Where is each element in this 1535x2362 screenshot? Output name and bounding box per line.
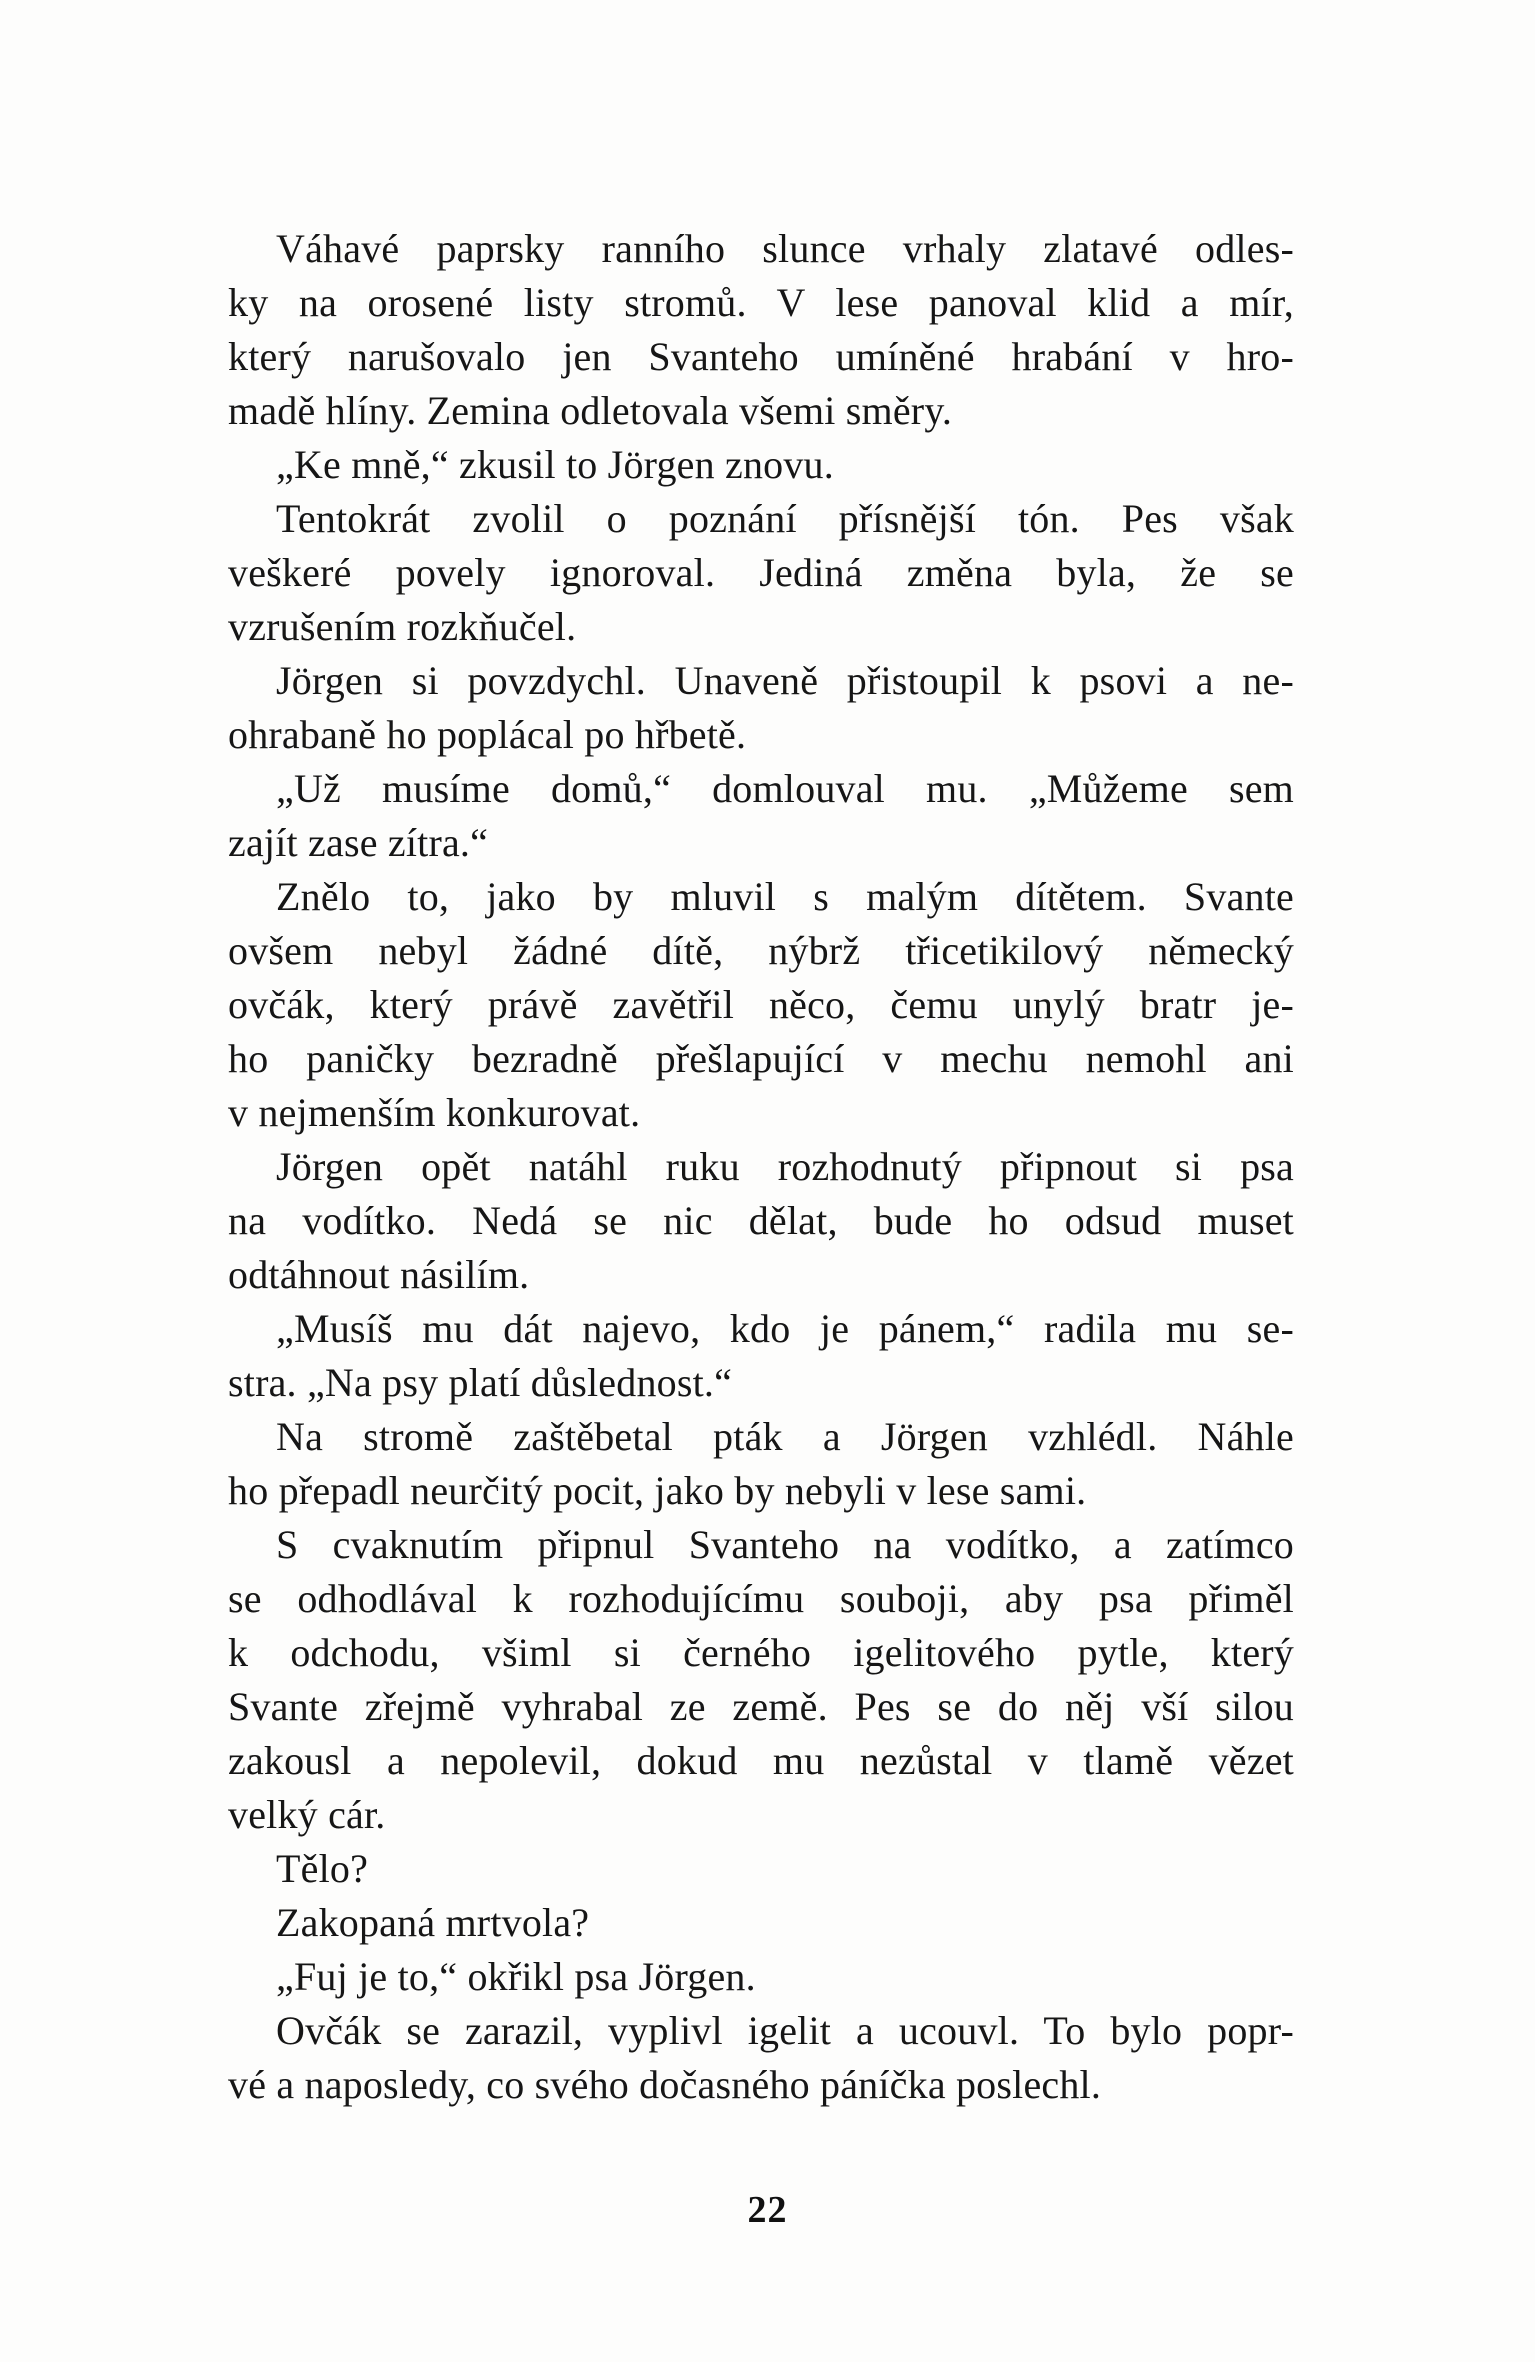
text-line: ho přepadl neurčitý pocit, jako by nebyli v lese sami. — [228, 1468, 1087, 1513]
text-line: Váhavé paprsky ranního slunce vrhaly zlatavé odles- — [276, 226, 1294, 271]
text-line: Svante zřejmě vyhrabal ze země. Pes se do něj vší silou — [228, 1684, 1294, 1729]
text-line: ovšem nebyl žádné dítě, nýbrž třicetikilový německý — [228, 928, 1294, 973]
text-line: Jörgen si povzdychl. Unaveně přistoupil k psovi a ne- — [276, 658, 1294, 703]
text-line: v nejmenším konkurovat. — [228, 1090, 641, 1135]
text-line: vzrušením rozkňučel. — [228, 604, 577, 649]
text-line: stra. „Na psy platí důslednost.“ — [228, 1360, 733, 1405]
text-line: Znělo to, jako by mluvil s malým dítětem. Svante — [276, 874, 1294, 919]
text-line: Ovčák se zarazil, vyplivl igelit a ucouvl. To bylo popr- — [276, 2008, 1294, 2053]
text-line: ho paničky bezradně přešlapující v mechu nemohl ani — [228, 1036, 1294, 1081]
text-line: „Už musíme domů,“ domlouval mu. „Můžeme sem — [276, 766, 1294, 811]
text-line: k odchodu, všiml si černého igelitového pytle, který — [228, 1630, 1294, 1675]
text-line: ovčák, který právě zavětřil něco, čemu unylý bratr je- — [228, 982, 1294, 1027]
text-line: zajít zase zítra.“ — [228, 820, 489, 865]
text-line: vé a naposledy, co svého dočasného páníčka poslechl. — [228, 2062, 1102, 2107]
text-line: veškeré povely ignoroval. Jediná změna byla, že se — [228, 550, 1294, 595]
text-line: Jörgen opět natáhl ruku rozhodnutý připnout si psa — [276, 1144, 1294, 1189]
page-number: 22 — [747, 2189, 788, 2231]
text-line: madě hlíny. Zemina odletovala všemi směry. — [228, 388, 953, 433]
text-line: Zakopaná mrtvola? — [276, 1900, 590, 1945]
text-line: který narušovalo jen Svanteho umíněné hrabání v hro- — [228, 334, 1294, 379]
text-line: ky na orosené listy stromů. V lese panoval klid a mír, — [228, 280, 1294, 325]
text-line: velký cár. — [228, 1792, 386, 1837]
text-line: zakousl a nepolevil, dokud mu nezůstal v tlamě vězet — [228, 1738, 1294, 1783]
text-block — [228, 222, 1294, 2112]
text-line: „Ke mně,“ zkusil to Jörgen znovu. — [276, 442, 834, 487]
text-line: „Musíš mu dát najevo, kdo je pánem,“ radila mu se- — [276, 1306, 1294, 1351]
text-line: ohrabaně ho poplácal po hřbetě. — [228, 712, 747, 757]
text-line: Tentokrát zvolil o poznání přísnější tón. Pes však — [276, 496, 1294, 541]
text-line: S cvaknutím připnul Svanteho na vodítko, a zatímco — [276, 1522, 1294, 1567]
text-line: „Fuj je to,“ okřikl psa Jörgen. — [276, 1954, 756, 1999]
text-line: se odhodlával k rozhodujícímu souboji, aby psa přiměl — [228, 1576, 1294, 1621]
text-line: odtáhnout násilím. — [228, 1252, 530, 1297]
text-line: Tělo? — [276, 1846, 369, 1891]
text-line: na vodítko. Nedá se nic dělat, bude ho odsud muset — [228, 1198, 1294, 1243]
text-line: Na stromě zaštěbetal pták a Jörgen vzhlédl. Náhle — [276, 1414, 1294, 1459]
